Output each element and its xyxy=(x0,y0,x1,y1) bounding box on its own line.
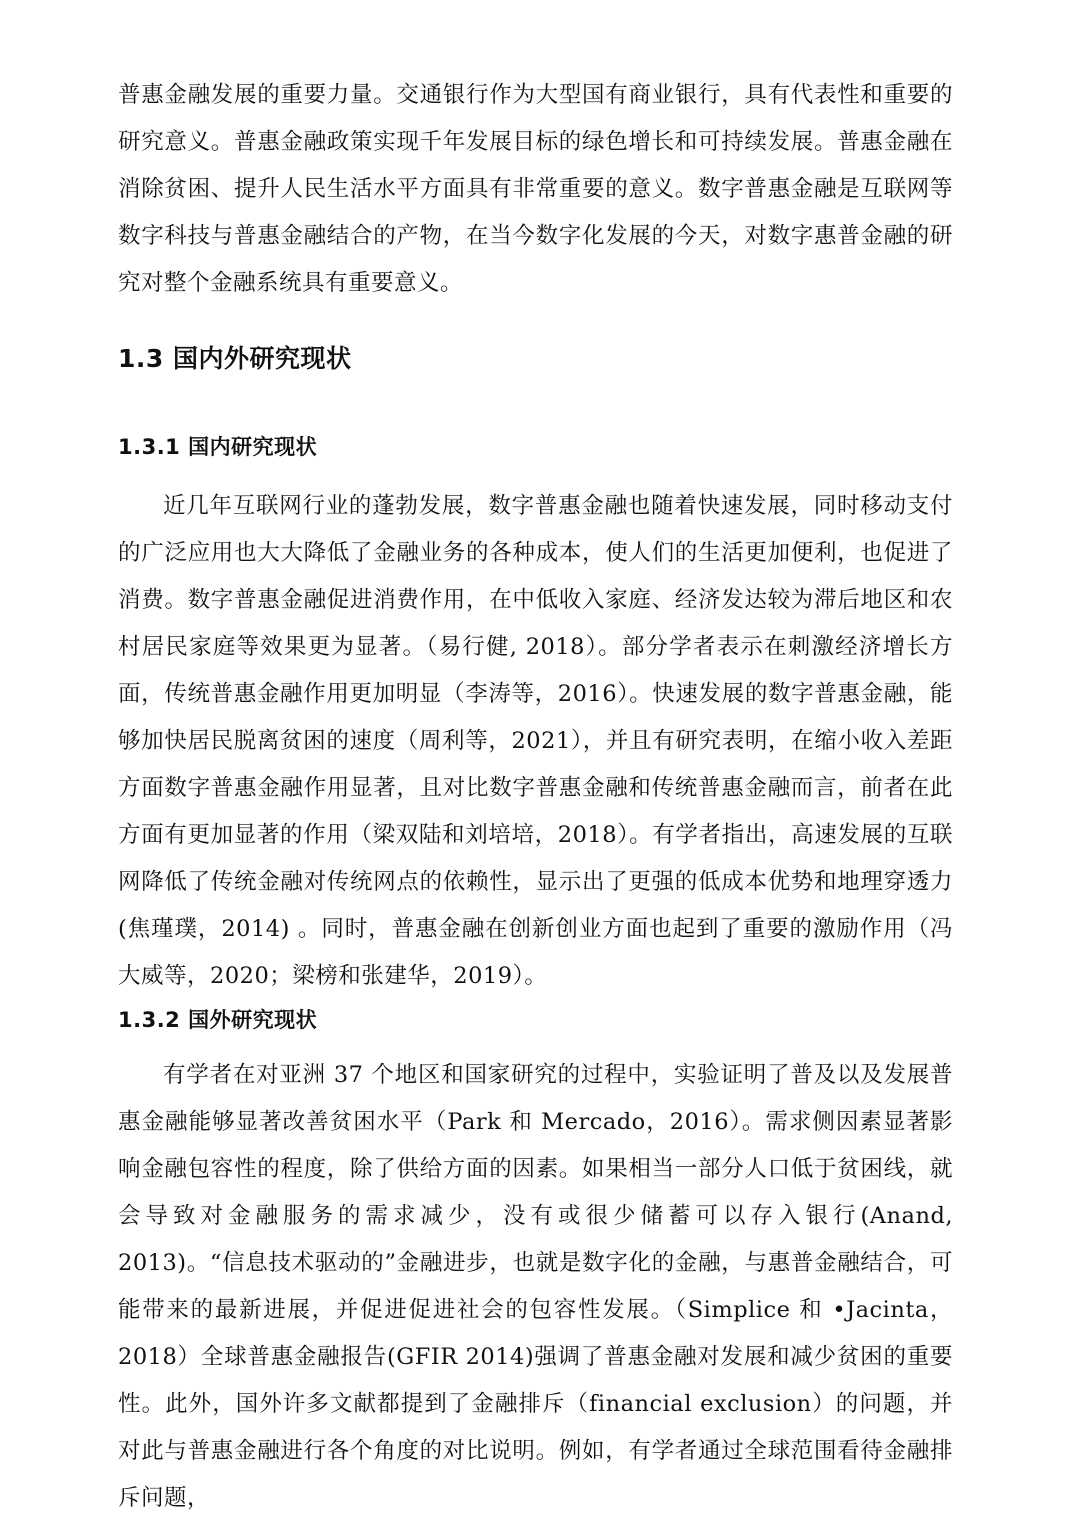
subsection-heading-1-3-1: 1.3.1 国内研究现状 xyxy=(118,435,318,459)
section-heading-1-3: 1.3 国内外研究现状 xyxy=(118,344,352,373)
paragraph-intro-continued: 普惠金融发展的重要力量。交通银行作为大型国有商业银行，具有代表性和重要的研究意义。普惠金融政策实现千年发展目标的绿色增长和可持续发展。普惠金融在消除贫困、提升人民生活水平方面具有非常重要的意义。数字普惠金融是互联网等数字科技与普惠金融结合的产物，在当今数字化发展的今天，对数字惠普金融的研究对整个金融系统具有重要意义。 xyxy=(118,82,953,296)
paragraph-domestic-research: 近几年互联网行业的蓬勃发展，数字普惠金融也随着快速发展，同时移动支付的广泛应用也大大降低了金融业务的各种成本，使人们的生活更加便利，也促进了消费。数字普惠金融促进消费作用，在中低收入家庭、经济发达较为滞后地区和农村居民家庭等效果更为显著。（易行健, 2018）。部分学者表示在刺激经济增长方面，传统普惠金融作用更加明显（李涛等，2016）。快速发展的数字普惠金融，能够加快居民脱离贫困的速度（周利等，2021），并且有研究表明，在缩小收入差距方面数字普惠金融作用显著，且对比数字普惠金融和传统普惠金融而言，前者在此方面有更加显著的作用（梁双陆和刘培培，2018）。有学者指出，高速发展的互联网降低了传统金融对传统网点的依赖性，显示出了更强的低成本优势和地理穿透力(焦瑾璞，2014) 。同时，普惠金融在创新创业方面也起到了重要的激励作用（冯大威等，2020；梁榜和张建华，2019）。 xyxy=(118,493,953,989)
paragraph-foreign-research: 有学者在对亚洲 37 个地区和国家研究的过程中，实验证明了普及以及发展普惠金融能够显著改善贫困水平（Park 和 Mercado，2016）。需求侧因素显著影响金融包容性的程度，除了供给方面的因素。如果相当一部分人口低于贫困线，就会导致对金融服务的需求减少，没有或很少储蓄可以存入银行(Anand, 2013)。“信息技术驱动的”金融进步，也就是数字化的金融，与惠普金融结合，可能带来的最新进展，并促进促进社会的包容性发展。（Simplice 和 •Jacinta，2018）全球普惠金融报告(GFIR 2014)强调了普惠金融对发展和减少贫困的重要性。此外，国外许多文献都提到了金融排斥（financial exclusion）的问题，并对此与普惠金融进行各个角度的对比说明。例如，有学者通过全球范围看待金融排斥问题， xyxy=(118,1062,953,1511)
subsection-heading-1-3-2: 1.3.2 国外研究现状 xyxy=(118,1008,318,1032)
